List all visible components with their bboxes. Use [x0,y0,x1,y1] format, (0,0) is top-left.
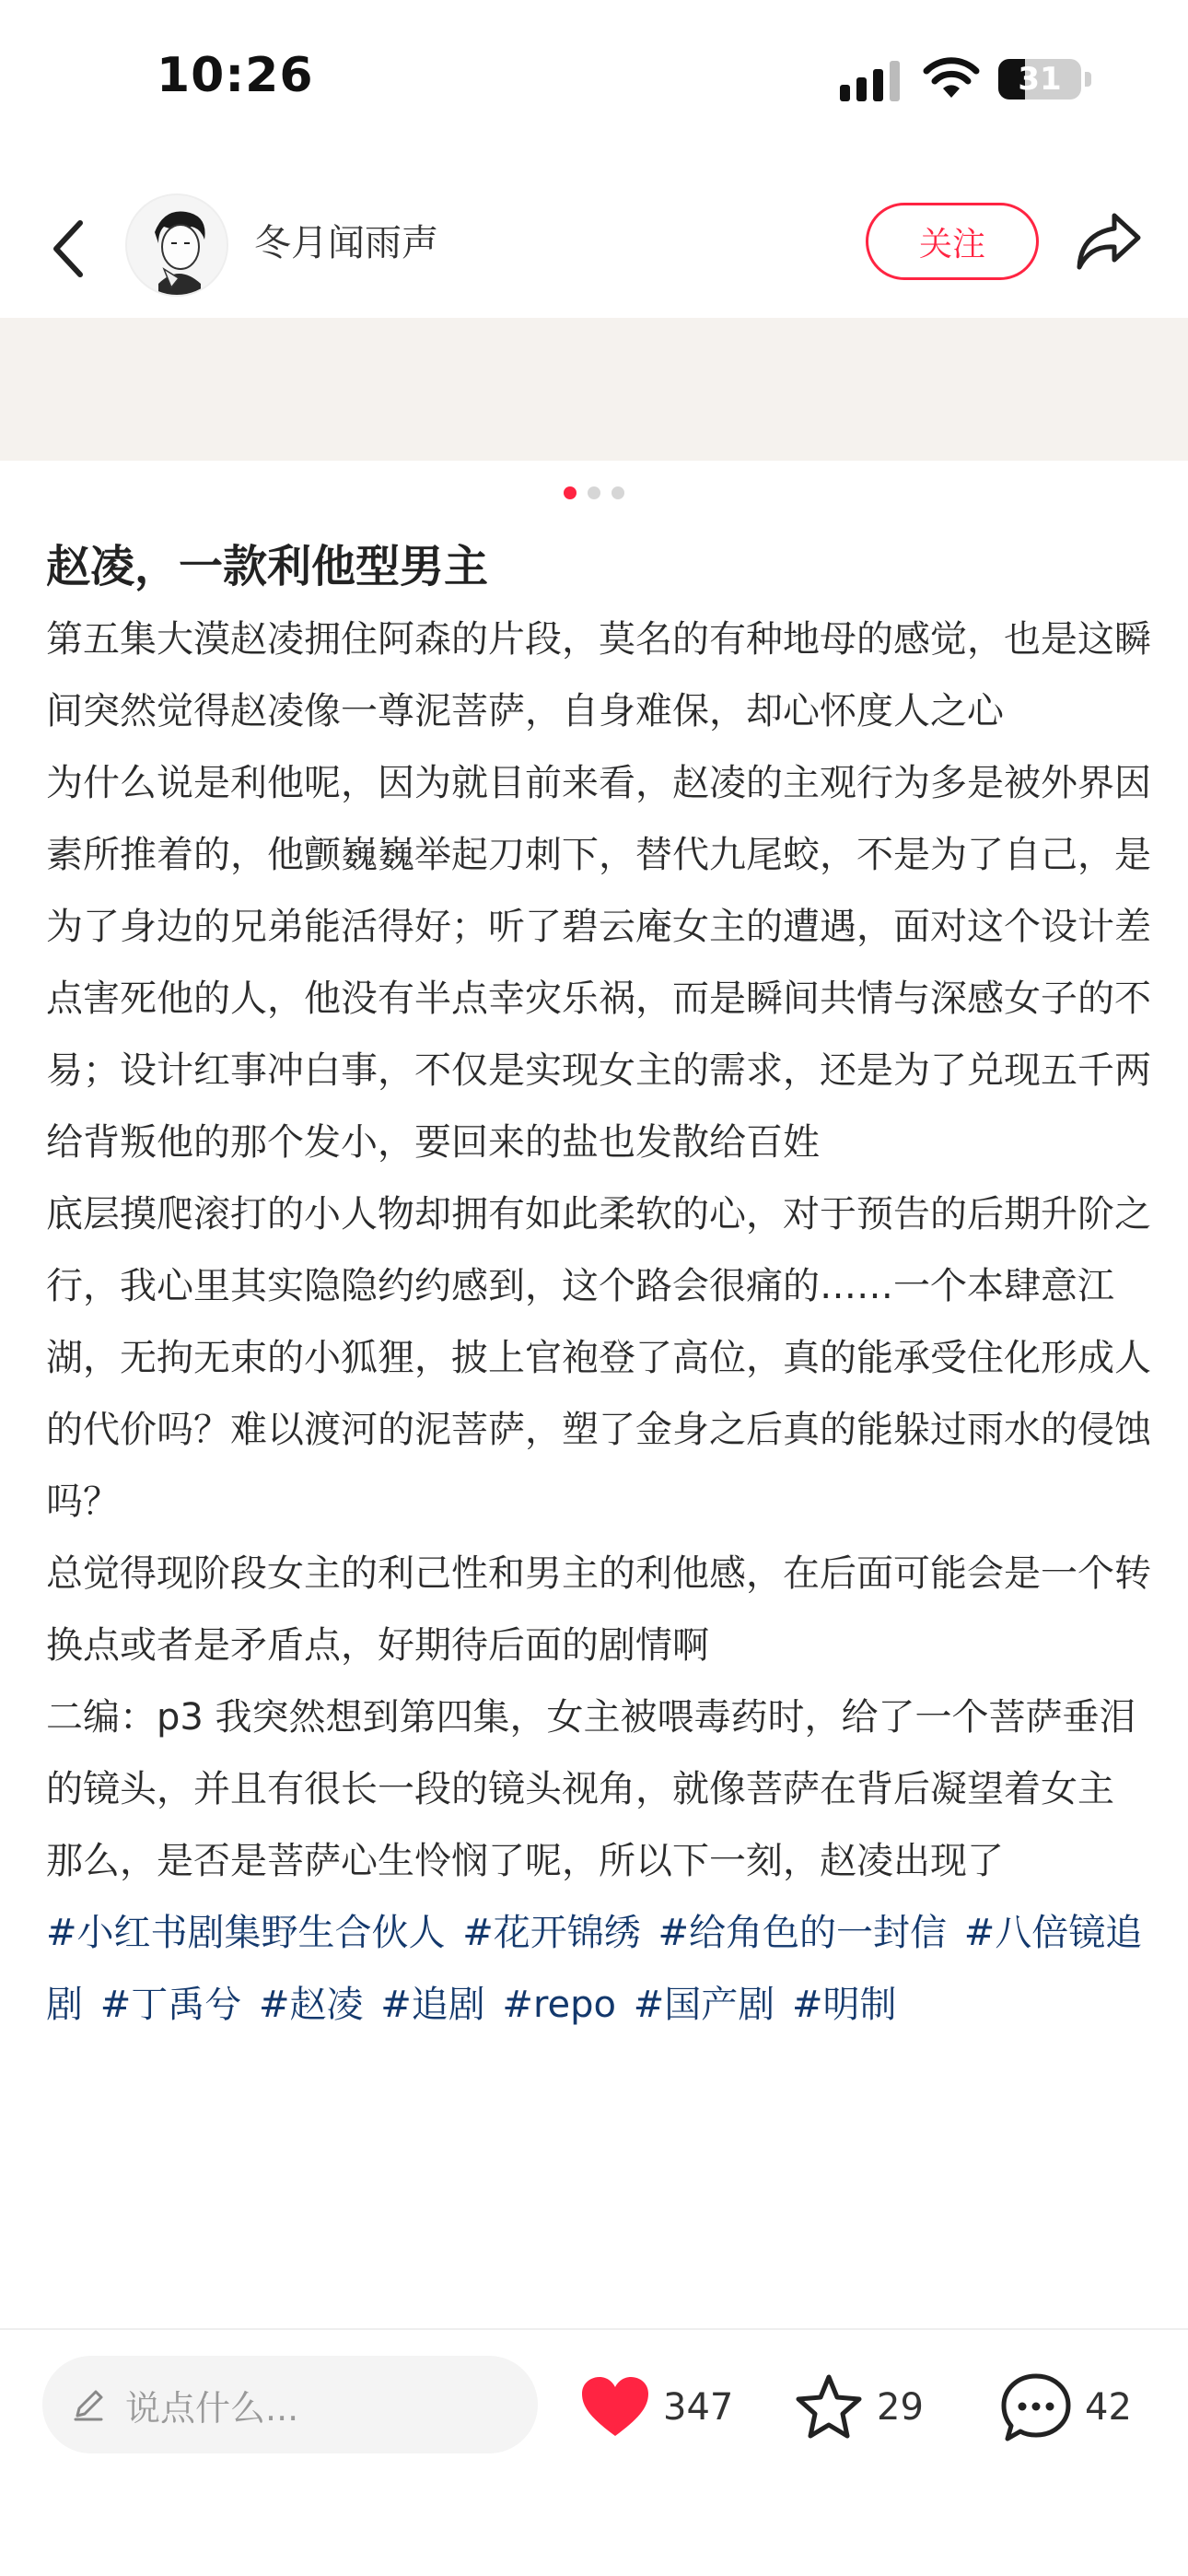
cellular-signal-icon [840,61,901,101]
heart-icon [580,2375,650,2440]
hashtag-link[interactable]: #追剧 [380,1984,485,2026]
note-paragraph: 那么，是否是菩萨心生怜悯了呢，所以下一刻，赵凌出现了 [46,1840,1004,1882]
carousel-dot [611,486,624,499]
comment-placeholder: 说点什么... [125,2387,299,2429]
wifi-icon [923,57,980,100]
hashtag-link[interactable]: #丁禹兮 [99,1984,242,2026]
battery-level: 31 [1018,61,1062,98]
star-icon [794,2373,864,2441]
comment-input[interactable] [42,2356,538,2453]
author-name[interactable]: 冬月闻雨声 [254,222,438,264]
note-paragraph: 底层摸爬滚打的小人物却拥有如此柔软的心，对于预告的后期升阶之行，我心里其实隐隐约约感到，这个路会很痛的……一个本肆意江湖，无拘无束的小狐狸，披上官袍登了高位，真的能承受住化形成人的代价吗？难以渡河的泥菩萨，塑了金身之后真的能躲过雨水的侵蚀吗？ [46,1193,1151,1523]
pencil-icon [70,2386,107,2423]
collect-button[interactable] [794,2372,924,2442]
back-button[interactable] [37,212,101,286]
note-image-carousel[interactable] [0,318,1188,461]
note-paragraph: 二编：p3 我突然想到第四集，女主被喂毒药时，给了一个菩萨垂泪的镜头，并且有很长一段的镜头视角，就像菩萨在背后凝望着女主 [46,1696,1136,1810]
hashtag-link[interactable]: #赵凌 [258,1984,364,2026]
note-paragraph: 为什么说是利他呢，因为就目前来看，赵凌的主观行为多是被外界因素所推着的，他颤巍巍举起刀刺下，替代九尾蛟，不是为了自己，是为了身边的兄弟能活得好；听了碧云庵女主的遭遇，面对这个设计差点害死他的人，他没有半点幸灾乐祸，而是瞬间共情与深感女子的不易；设计红事冲白事，不仅是实现女主的需求，还是为了兑现五千两给背叛他的那个发小，要回来的盐也发散给百姓 [46,762,1151,1164]
comment-button[interactable] [1000,2372,1132,2442]
hashtag-link[interactable]: #明制 [791,1984,897,2026]
carousel-dot [588,486,600,499]
share-arrow-icon [1074,206,1144,276]
note-title: 赵凌，一款利他型男主 [46,541,489,592]
hashtag-link[interactable]: #repo [502,1984,616,2026]
follow-button[interactable]: 关注 [866,203,1039,280]
author-avatar[interactable] [125,193,228,297]
like-count: 347 [663,2386,734,2429]
carousel-indicator [0,486,1188,499]
comment-bubble-icon [1000,2372,1072,2442]
hashtag-link[interactable]: #给角色的一封信 [658,1912,947,1954]
status-bar [0,0,1188,157]
note-content [46,530,1151,2041]
collect-count: 29 [877,2386,924,2429]
comment-count: 42 [1085,2386,1132,2429]
hashtag-list [46,1897,1151,2041]
share-button[interactable] [1074,206,1144,276]
battery-indicator [998,59,1081,100]
carousel-dot-active [564,486,577,499]
bottom-action-bar [0,2328,1188,2576]
like-button[interactable] [580,2372,733,2442]
hashtag-link[interactable]: #小红书剧集野生合伙人 [46,1912,446,1954]
note-header [0,175,1188,313]
status-time: 10:26 [157,48,314,103]
avatar-illustration-icon [127,195,228,297]
hashtag-link[interactable]: #花开锦绣 [462,1912,641,1954]
note-paragraph: 第五集大漠赵凌拥住阿森的片段，莫名的有种地母的感觉，也是这瞬间突然觉得赵凌像一尊泥菩萨，自身难保，却心怀度人之心 [46,618,1151,732]
note-paragraph: 总觉得现阶段女主的利己性和男主的利他感，在后面可能会是一个转换点或者是矛盾点，好期待后面的剧情啊 [46,1552,1151,1667]
hashtag-link[interactable]: #八倍镜追剧 [46,1912,1143,2026]
battery-tip [1085,72,1091,87]
hashtag-link[interactable]: #国产剧 [633,1984,775,2026]
chevron-left-icon [51,219,87,278]
